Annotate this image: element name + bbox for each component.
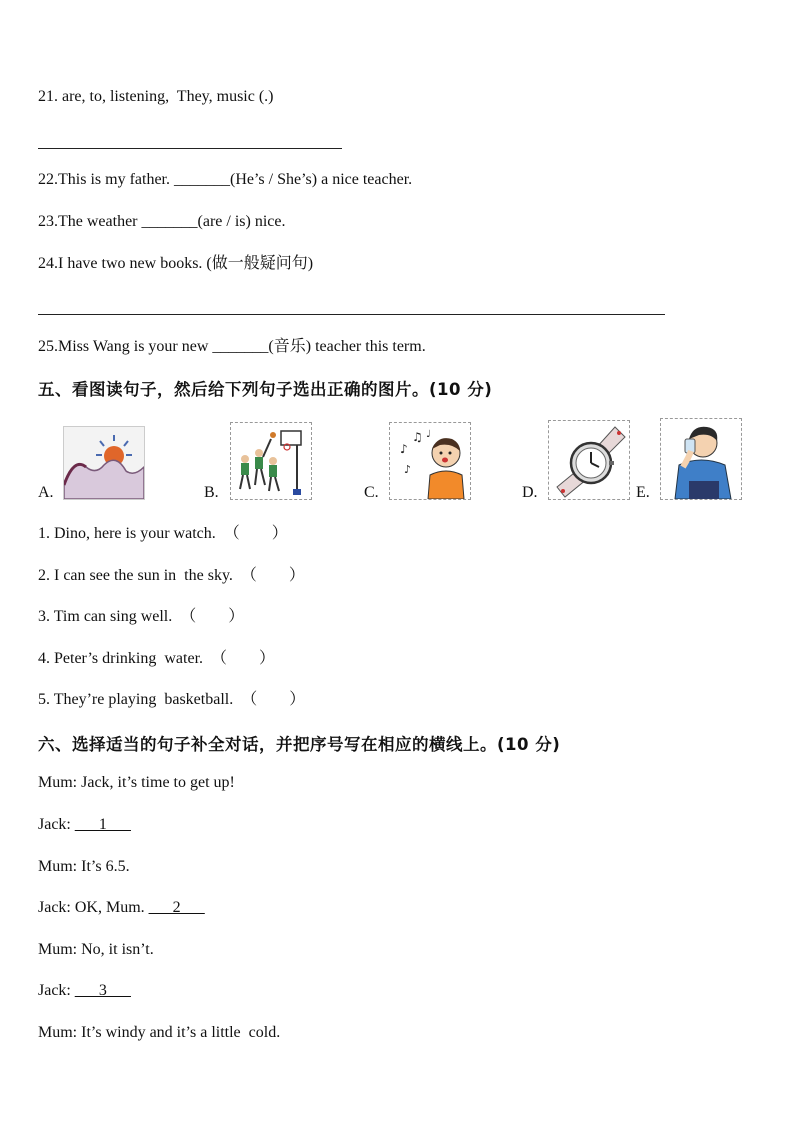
option-d-label: D. [522, 484, 538, 501]
match-item-5: 5. They’re playing basketball. （ ） [38, 691, 306, 708]
section-6-title: 六、选择适当的句子补全对话，并把序号写在相应的横线上。(10 分) [38, 735, 561, 754]
dialog-line-5: Mum: No, it isn’t. [38, 941, 154, 958]
sun-mountain-icon [63, 426, 145, 500]
dialog-line-7: Mum: It’s windy and it’s a little cold. [38, 1024, 281, 1041]
question-25: 25.Miss Wang is your new _______(音乐) teacher this term. [38, 338, 426, 355]
speaker-prefix: Jack: OK, Mum. [38, 899, 149, 916]
option-a-label: A. [38, 484, 54, 501]
match-item-1: 1. Dino, here is your watch. （ ） [38, 525, 288, 542]
dialog-line-6 [38, 981, 131, 1001]
svg-text:♫: ♫ [412, 430, 423, 444]
blank-2: ___2___ [148, 899, 205, 916]
svg-text:♩: ♩ [426, 429, 431, 440]
answer-line-21 [38, 148, 342, 149]
singing-boy-icon [389, 422, 471, 500]
speaker-prefix: Jack: [38, 982, 75, 999]
blank-1: ___1___ [74, 816, 131, 833]
svg-text:♪: ♪ [400, 442, 408, 456]
blank-3: ___3___ [74, 982, 131, 999]
drinking-man-icon [660, 418, 742, 500]
dialog-line-2 [38, 815, 131, 835]
section-5-title: 五、看图读句子，然后给下列句子选出正确的图片。(10 分) [38, 380, 493, 399]
dialog-line-1: Mum: Jack, it’s time to get up! [38, 774, 235, 791]
option-e-label: E. [636, 484, 650, 501]
speaker-prefix: Jack: [38, 816, 75, 833]
option-b-label: B. [204, 484, 219, 501]
answer-line-24 [38, 314, 665, 315]
dialog-line-3: Mum: It’s 6.5. [38, 858, 130, 875]
svg-text:♪: ♪ [404, 463, 412, 476]
match-item-4: 4. Peter’s drinking water. （ ） [38, 650, 276, 667]
watch-icon [548, 420, 630, 500]
question-23: 23.The weather _______(are / is) nice. [38, 213, 286, 230]
question-21: 21. are, to, listening, They, music (.) [38, 88, 274, 105]
option-c-label: C. [364, 484, 379, 501]
match-item-3: 3. Tim can sing well. （ ） [38, 608, 245, 625]
basketball-players-icon [230, 422, 312, 500]
match-item-2: 2. I can see the sun in the sky. （ ） [38, 567, 305, 584]
question-24: 24.I have two new books. (做一般疑问句) [38, 255, 314, 272]
question-22: 22.This is my father. _______(He’s / She’s) a nice teacher. [38, 171, 413, 188]
dialog-line-4 [38, 898, 205, 918]
